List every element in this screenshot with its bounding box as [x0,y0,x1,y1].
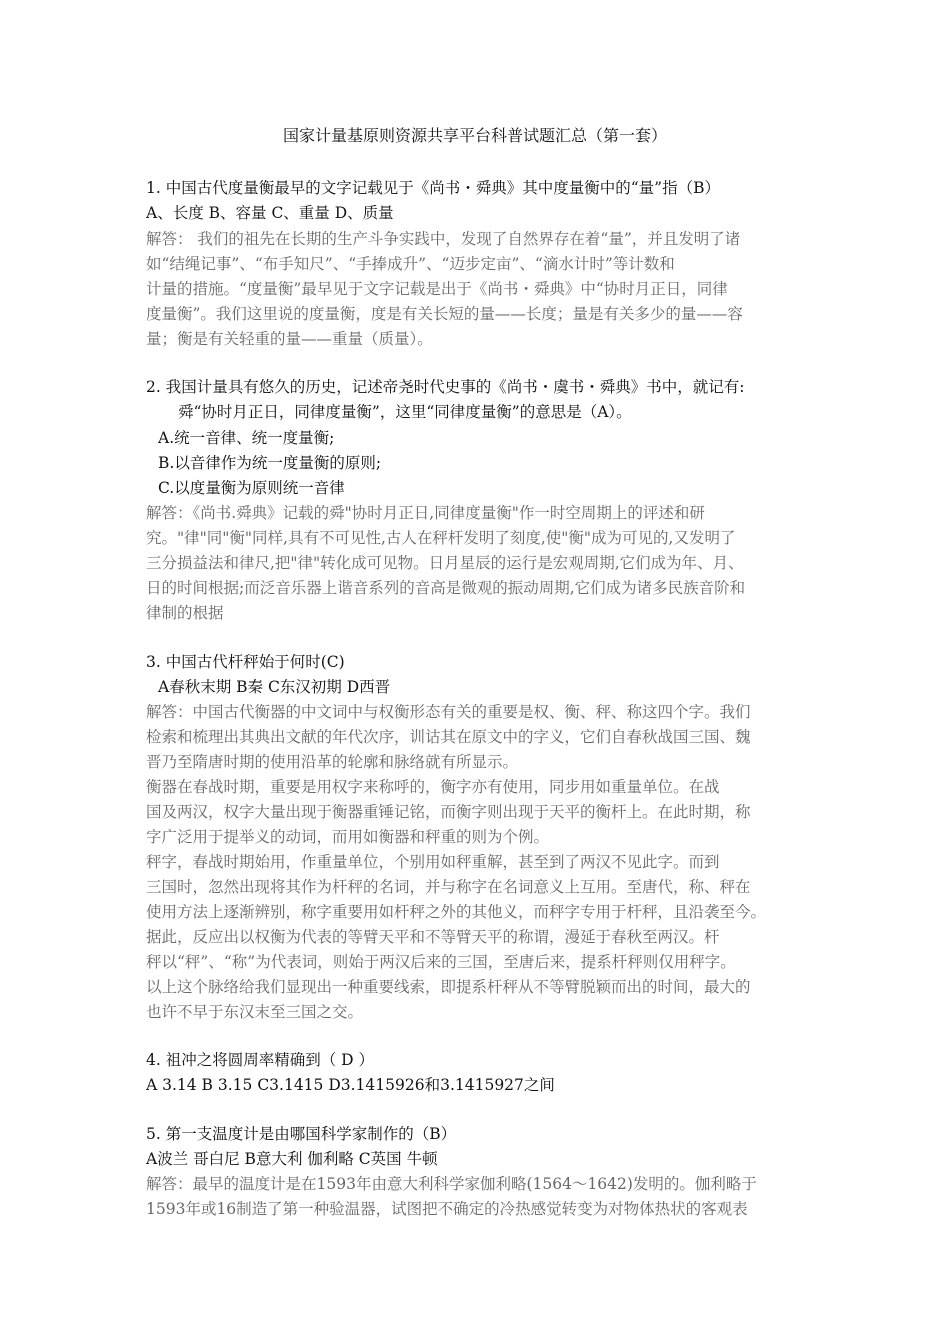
question-2-option-c: C.以度量衡为原则统一音律 [158,479,345,497]
question-2-option-b: B.以音律作为统一度量衡的原则; [158,454,382,472]
question-3-answer-line: 衡器在春战时期，重要是用权字来称呼的，衡字亦有使用，同步用如重量单位。在战 [146,778,720,796]
question-3-answer-line: 三国时，忽然出现将其作为杆秤的名词，并与称字在名词意义上互用。至唐代，称、秤在 [146,878,751,896]
document-title: 国家计量基原则资源共享平台科普试题汇总（第一套） [282,126,667,145]
question-2-option-a: A.统一音律、统一度量衡; [158,429,335,447]
question-5-answer-line: 1593年或16制造了第一种验温器，试图把不确定的冷热感觉转变为对物体热状的客观表 [146,1200,748,1218]
question-1-answer-line: 解答： 我们的祖先在长期的生产斗争实践中，发现了自然界存在着“量”，并且发明了诸 [146,230,741,248]
question-2-answer-line: 日的时间根据;而泛音乐器上谐音系列的音高是微观的振动周期,它们成为诸多民族音阶和 [146,579,746,597]
question-2-answer-line: 解答：《尚书.舜典》记载的舜"协时月正日,同律度量衡"作一时空周期上的评述和研 [146,504,705,522]
question-3-answer-line: 秤字，春战时期始用，作重量单位，个别用如秤重解，甚至到了两汉不见此字。而到 [146,853,720,871]
question-2-continued: 舜“协时月正日，同律度量衡”，这里“同律度量衡”的意思是（A）。 [178,403,632,421]
question-5-answer-line: 解答：最早的温度计是在1593年由意大利科学家伽利略(1564～1642)发明的。伽利略于 [146,1175,757,1193]
question-3-options: A春秋末期 B秦 C东汉初期 D西晋 [158,678,391,696]
question-4-options: A 3.14 B 3.15 C3.1415 D3.1415926和3.1415927之间 [146,1076,555,1094]
question-1: 1. 中国古代度量衡最早的文字记载见于《尚书・舜典》其中度量衡中的“量”指（B） [146,179,720,197]
question-4: 4. 祖冲之将圆周率精确到（ D ） [146,1051,374,1069]
question-5: 5. 第一支温度计是由哪国科学家制作的（B） [146,1125,457,1143]
question-3-answer-line: 也许不早于东汉末至三国之交。 [146,1003,364,1021]
question-2-answer-line: 律制的根据 [146,604,224,622]
question-3-answer-line: 晋乃至隋唐时期的使用沿革的轮廓和脉络就有所显示。 [146,753,519,771]
question-3-answer-line: 以上这个脉络给我们显现出一种重要线索，即提系杆秤从不等臂脱颖而出的时间，最大的 [146,978,751,996]
question-3-answer-line: 检索和梳理出其典出文献的年代次序，训诂其在原文中的字义，它们自春秋战国三国、魏 [146,728,751,746]
question-1-answer-line: 量；衡是有关轻重的量——重量（质量）。 [146,330,433,348]
question-2-answer-line: 三分损益法和律尺,把"律"转化成可见物。日月星辰的运行是宏观周期,它们成为年、月、 [146,554,744,572]
question-3-answer-line: 字广泛用于提举义的动词，而用如衡器和秤重的则为个例。 [146,828,550,846]
question-3-answer-line: 国及两汉，权字大量出现于衡器重锤记铭，而衡字则出现于天平的衡杆上。在此时期，称 [146,803,751,821]
question-2-answer-line: 究。"律"同"衡"同样,具有不可见性,古人在秤杆发明了刻度,使"衡"成为可见的,又发明了 [146,529,736,547]
question-1-answer-line: 计量的措施。“度量衡”最早见于文字记载是出于《尚书・舜典》中“协时月正日，同律 [146,280,728,298]
question-1-answer-line: 如“结绳记事”、“布手知尺”、“手捧成升”、“迈步定亩”、“滴水计时”等计数和 [146,255,675,273]
question-3-answer-line: 使用方法上逐渐辨别，称字重要用如杆秤之外的其他义，而秤字专用于杆秤，且沿袭至今。 [146,903,767,921]
question-5-options: A波兰 哥白尼 B意大利 伽利略 C英国 牛顿 [146,1150,438,1168]
question-3-answer-line: 秤以“秤”、“称”为代表词，则始于两汉后来的三国，至唐后来，提系杆秤则仅用秤字。 [146,953,736,971]
question-1-options: A、长度 B、容量 C、重量 D、质量 [146,204,394,222]
question-3-answer-line: 解答：中国古代衡器的中文词中与权衡形态有关的重要是权、衡、秤、称这四个字。我们 [146,703,751,721]
question-1-answer-line: 度量衡”。我们这里说的度量衡，度是有关长短的量——长度；量是有关多少的量——容 [146,305,743,323]
question-3: 3. 中国古代杆秤始于何时(C) [146,653,345,671]
question-2: 2. 我国计量具有悠久的历史，记述帝尧时代史事的《尚书・虞书・舜典》书中，就记有: [146,378,745,396]
question-3-answer-line: 据此，反应出以权衡为代表的等臂天平和不等臂天平的称谓，漫延于春秋至两汉。杆 [146,928,720,946]
